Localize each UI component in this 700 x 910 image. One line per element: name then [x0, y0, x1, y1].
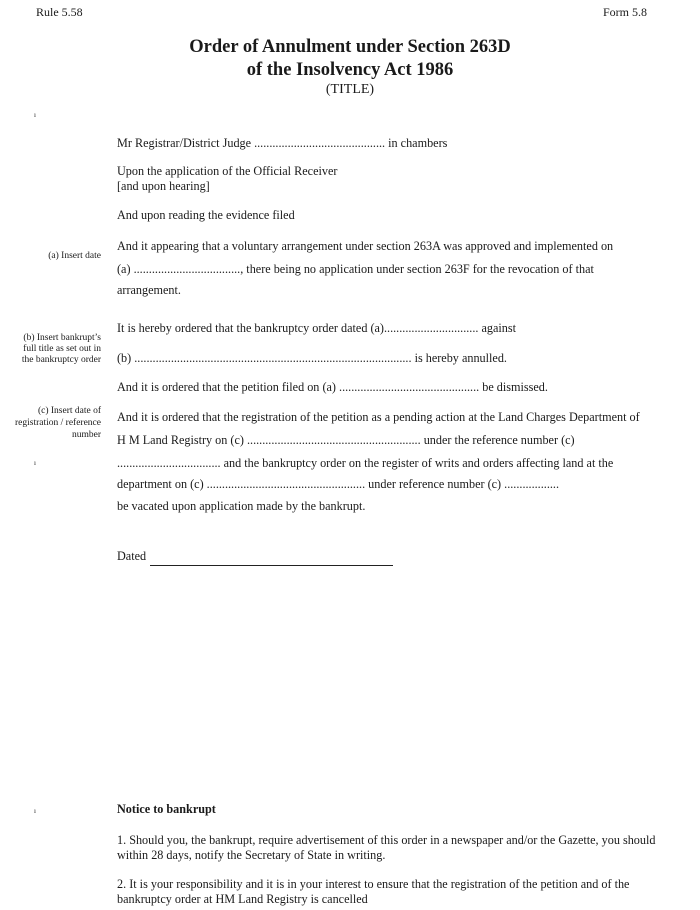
notice-heading: Notice to bankrupt	[117, 802, 216, 816]
application-line: Upon the application of the Official Receiver	[117, 164, 338, 178]
margin-note-insert-date: (a) Insert date	[48, 251, 101, 261]
dated-label: Dated	[117, 549, 147, 563]
form-number: Form 5.8	[603, 5, 648, 19]
page-subtitle: (TITLE)	[325, 82, 375, 97]
registration-paragraph: And it is ordered that the registration of the petition as a pending action at the Land Charges Department of	[117, 410, 640, 424]
page-title: Order of Annulment under Section 263D	[189, 37, 511, 57]
rule-number: Rule 5.58	[36, 5, 83, 19]
notice-item-1: 1. Should you, the bankrupt, require advertisement of this order in a newspaper and/or the Gazette, you should	[117, 833, 656, 847]
margin-note-bankrupt: (b) Insert bankrupt’s	[23, 333, 101, 343]
registrar-line: Mr Registrar/District Judge ........................................... in chambers	[117, 136, 448, 150]
notice-item-1: within 28 days, notify the Secretary of State in writing.	[117, 848, 386, 862]
registration-paragraph: H M Land Registry on (c) ......................................................... under the reference number (c)	[117, 433, 575, 447]
application-line: [and upon hearing]	[117, 179, 210, 193]
margin-note-registration: number	[71, 430, 101, 440]
registration-paragraph: be vacated upon application made by the bankrupt.	[117, 499, 366, 513]
margin-note-bankrupt: full title as set out in	[23, 344, 101, 354]
margin-mark: ı	[34, 111, 36, 119]
registration-paragraph: department on (c) .................................................... under reference number (c) ..................	[117, 477, 560, 491]
page-title-line2: of the Insolvency Act 1986	[246, 60, 454, 80]
arrangement-paragraph: (a) ..................................., there being no application under section 263F for the revocation of that	[117, 262, 594, 276]
registration-paragraph: .................................. and the bankruptcy order on the register of writs and orders affecting land at the	[117, 456, 614, 470]
arrangement-paragraph: arrangement.	[117, 283, 181, 297]
dated-signature-line[interactable]	[150, 565, 393, 566]
notice-item-2: bankruptcy order at HM Land Registry is cancelled	[117, 892, 368, 906]
arrangement-paragraph: And it appearing that a voluntary arrangement under section 263A was approved and implemented on	[117, 239, 614, 253]
evidence-line: And upon reading the evidence filed	[117, 208, 295, 222]
petition-dismissal: And it is ordered that the petition filed on (a) .............................................. be dismissed.	[117, 380, 548, 394]
margin-mark: ı	[34, 807, 36, 815]
annulment-order: It is hereby ordered that the bankruptcy order dated (a)............................... against	[117, 321, 517, 335]
margin-note-registration: (c) Insert date of	[37, 406, 101, 416]
margin-mark: ı	[34, 459, 36, 467]
annulment-order: (b) ........................................................................................... is hereby annulled.	[117, 351, 507, 365]
margin-note-registration: registration / reference	[15, 418, 101, 428]
margin-note-bankrupt: the bankruptcy order	[21, 355, 101, 365]
notice-item-2: 2. It is your responsibility and it is in your interest to ensure that the registration of the petition and of the	[117, 877, 630, 891]
